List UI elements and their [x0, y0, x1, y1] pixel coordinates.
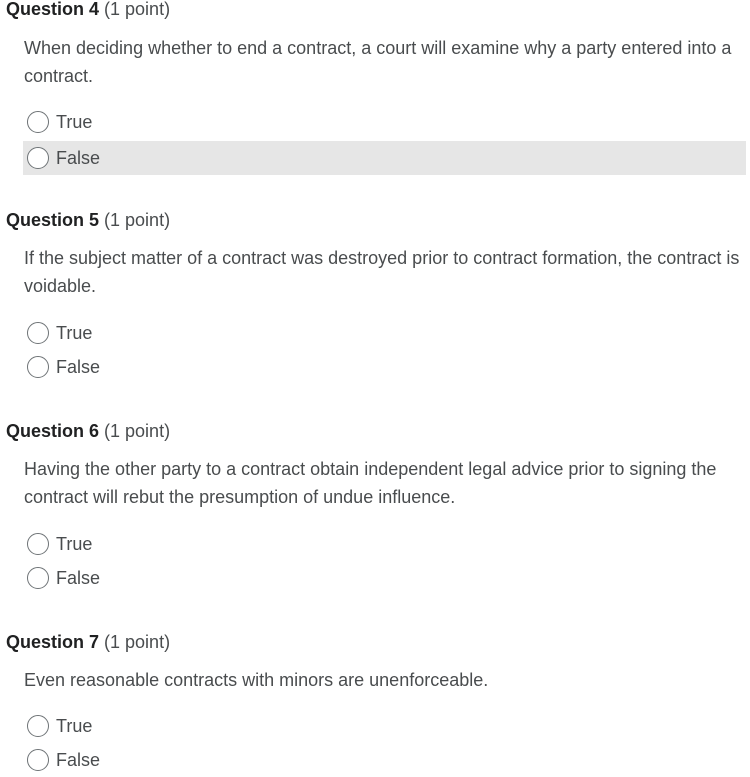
- option-label: False: [56, 567, 101, 588]
- option-label: True: [56, 322, 93, 343]
- radio-button-icon[interactable]: [27, 533, 49, 555]
- option-false[interactable]: [23, 350, 746, 384]
- option-label: True: [56, 533, 93, 554]
- radio-button-icon[interactable]: [27, 356, 49, 378]
- radio-button-icon[interactable]: [27, 749, 49, 771]
- question-text: When deciding whether to end a contract, a court will examine why a party entered into a contract.: [24, 38, 732, 86]
- option-true[interactable]: [23, 709, 746, 743]
- option-false[interactable]: [23, 743, 746, 777]
- question-points: (1 point): [104, 632, 171, 652]
- radio-button-icon[interactable]: [27, 715, 49, 737]
- question-label: Question 6: [6, 421, 100, 441]
- question-points: (1 point): [104, 210, 171, 230]
- option-true[interactable]: [23, 105, 746, 139]
- option-true[interactable]: [23, 316, 746, 350]
- option-false[interactable]: [23, 141, 746, 175]
- radio-button-icon[interactable]: [27, 147, 49, 169]
- radio-button-icon[interactable]: [27, 567, 49, 589]
- question-points: (1 point): [104, 0, 171, 19]
- option-label: True: [56, 715, 93, 736]
- option-label: True: [56, 111, 93, 132]
- question-label: Question 5: [6, 210, 100, 230]
- option-label: False: [56, 356, 101, 377]
- question-text: Even reasonable contracts with minors are unenforceable.: [24, 670, 489, 690]
- option-false[interactable]: [23, 561, 746, 595]
- question-label: Question 7: [6, 632, 100, 652]
- question-title: [6, 631, 170, 653]
- question-title: [6, 0, 170, 20]
- radio-button-icon[interactable]: [27, 111, 49, 133]
- question-title: [6, 209, 170, 231]
- radio-button-icon[interactable]: [27, 322, 49, 344]
- question-label: Question 4: [6, 0, 100, 19]
- question-title: [6, 420, 170, 442]
- question-text: Having the other party to a contract obtain independent legal advice prior to signing the contract will rebut the presumption of undue influence.: [24, 459, 717, 507]
- question-text: If the subject matter of a contract was destroyed prior to contract formation, the contract is voidable.: [24, 248, 740, 296]
- option-label: False: [56, 749, 101, 770]
- option-true[interactable]: [23, 527, 746, 561]
- option-label: False: [56, 147, 101, 168]
- question-points: (1 point): [104, 421, 171, 441]
